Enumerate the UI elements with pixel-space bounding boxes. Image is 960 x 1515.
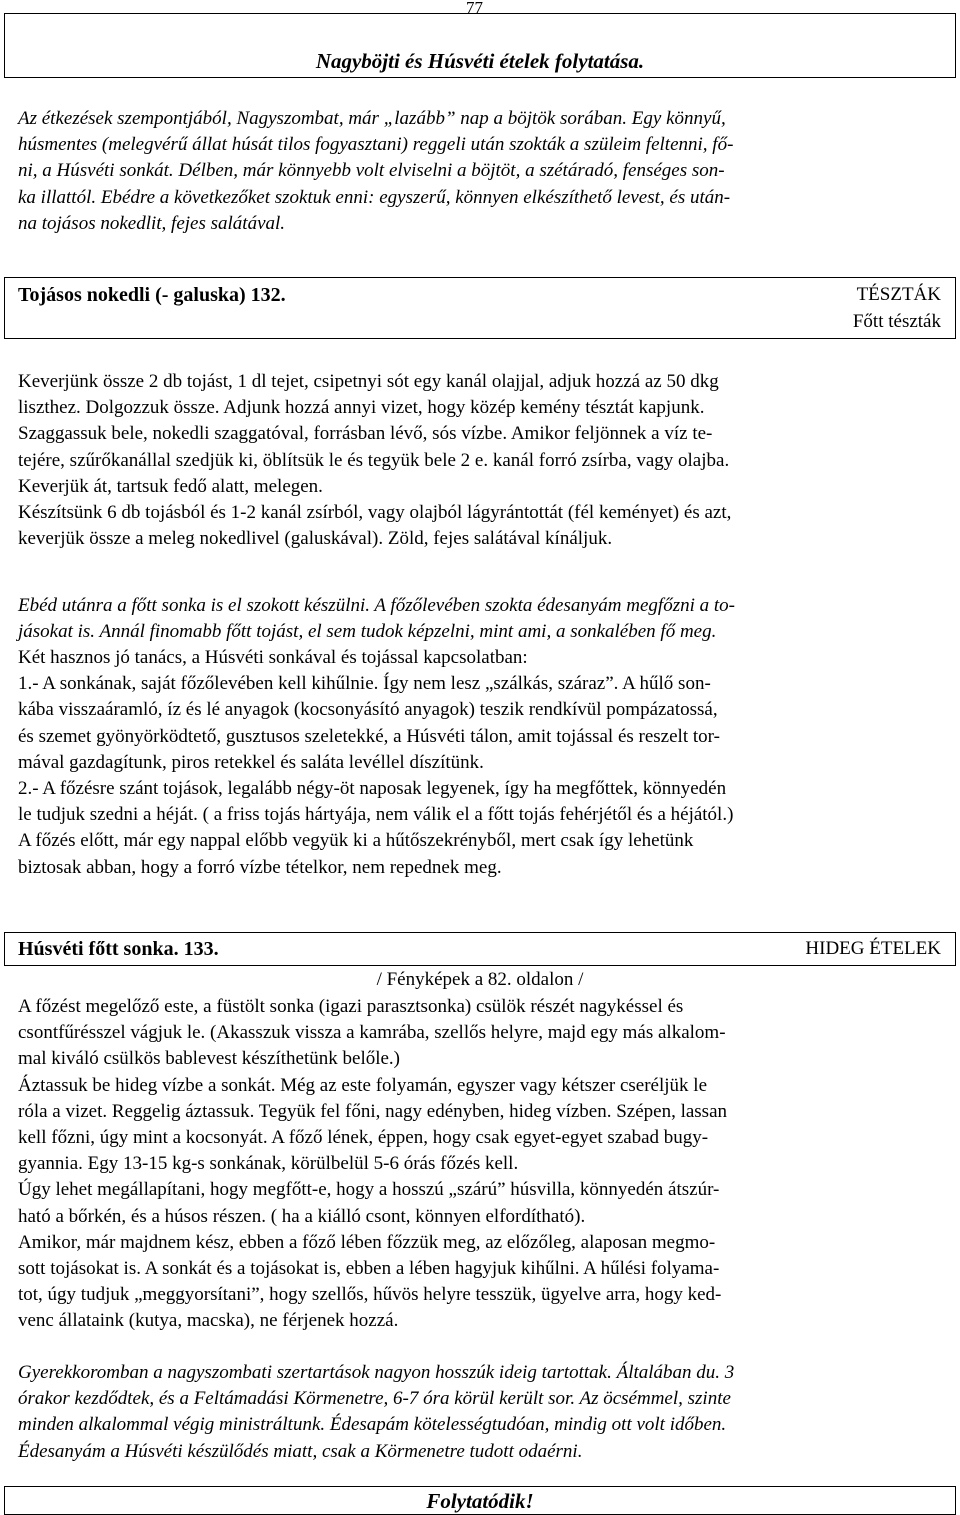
chapter-title-box xyxy=(4,13,956,78)
photo-reference: / Fényképek a 82. oldalon / xyxy=(376,969,584,990)
continuation-text: Folytatódik! xyxy=(426,1489,534,1513)
recipe-header-box xyxy=(4,932,956,966)
recipe-header-box xyxy=(4,277,956,339)
recipe-title: Húsvéti főtt sonka. 133. xyxy=(18,938,219,960)
recipe-subcategory: Főtt tészták xyxy=(852,311,941,332)
page-number: 77 xyxy=(466,0,483,17)
recipe-title: Tojásos nokedli (- galuska) 132. xyxy=(18,284,286,306)
recipe-category: TÉSZTÁK xyxy=(856,284,941,305)
tips-paragraph: Két hasznos jó tanács, a Húsvéti sonkával és tojással kapcsolatban: 1.- A sonkának, saját főzőlevében kell kihűlnie. Így nem lesz „szálkás, száraz”. A hűlő son- kába visszaáramló, íz és lé anyagok (kocsonyásító anyagok) teszik rendkívül pompázatossá, és szemet gyönyörködtető, gusztusos szeletekké, a Húsvéti tálon, amit tojással és reszelt tor- mával gazdagítunk, piros retekkel és saláta levéllel díszítünk. 2.- A főzésre szánt tojások, legalább négy-öt naposak legyenek, így ha megfőttek, könnyedén le tudjuk szedni a héját. ( a friss tojás hártyája, nem válik el a főtt tojás fehérjétől és a héjától.) A főzés előtt, már egy nappal előbb vegyük ki a hűtőszekrényből, mert csak így lehetünk biztosak abban, hogy a forró vízbe tételkor, nem repednek meg. xyxy=(18,647,734,878)
memory-paragraph: Gyerekkoromban a nagyszombati szertartások nagyon hosszúk ideig tartottak. Általában du. 3 órakor kezdődtek, és a Feltámadási Körmenetre, 6-7 óra körül került sor. Az öcsémmel, szinte minden alkalommal végig ministráltunk. Édesapám kötelességtudóan, mindig ott volt időben. Édesanyám a Húsvéti készülődés miatt, csak a Körmenetre tudott odaérni. xyxy=(18,1362,735,1462)
recipe-category: HIDEG ÉTELEK xyxy=(805,938,941,959)
recipe-body: A főzést megelőző este, a füstölt sonka (igazi parasztsonka) csülök részét nagykéssel és csontfűrésszel vágjuk le. (Akasszuk vissza a kamrába, szellős helyre, majd egy más alkalom- mal kiváló csülkös bablevest készíthetünk belőle.) Áztassuk be hideg vízbe a sonkát. Még az este folyamán, egyszer vagy kétszer cseréljük le róla a vizet. Reggelig áztassuk. Tegyük fel főni, nagy edényben, hideg vízben. Szépen, lassan kell főzni, úgy mint a kocsonyát. A főző lének, éppen, hogy csak egyet-egyet szabad bugy- gyannia. Egy 13-15 kg-s sonkának, körülbelül 5-6 órás főzés kell. Úgy lehet megállapítani, hogy megfőtt-e, hogy a hosszú „szárú” húsvilla, könnyedén átszúr- ható a bőrkén, és a húsos részen. ( ha a kiálló csont, könnyen elfordítható). Amikor, már majdnem kész, ebben a főző lében főzzük meg, az előzőleg, alaposan megmo- sott tojásokat is. A sonkát és a tojásokat is, ebben a lében hagyjuk kihűlni. A hűlési folyama- tot, úgy tudjuk „meggyorsítani”, hogy szellős, hűvös helyre tesszük, ügyelve arra, hogy ked- venc állataink (kutya, macska), ne férjenek hozzá. xyxy=(18,996,728,1332)
intro-paragraph: Az étkezések szempontjából, Nagyszombat, már „lazább” nap a böjtök sorában. Egy könnyű, húsmentes (melegvérű állat húsát tilos fogyasztani) reggeli után szokták a szüleim feltenni, fő- ni, a Húsvéti sonkát. Délben, már könnyebb volt elviselni a böjtöt, a szétáradó, fenséges son- ka illattól. Ebédre a következőket szoktuk enni: egyszerű, könnyen elkészíthető levest, és után- na tojásos nokedlit, fejes salátával. xyxy=(18,108,734,234)
chapter-title: Nagyböjti és Húsvéti ételek folytatása. xyxy=(315,49,645,73)
continuation-box xyxy=(4,1486,956,1515)
lunch-note-paragraph: Ebéd utánra a főtt sonka is el szokott készülni. A főzőlevében szokta édesanyám megfőzni a to- jásokat is. Annál finomabb főtt tojást, el sem tudok képzelni, mint ami, a sonkalében fő meg. xyxy=(18,595,735,643)
recipe-body: Keverjünk össze 2 db tojást, 1 dl tejet, csipetnyi sót egy kanál olajjal, adjuk hozzá az 50 dkg liszthez. Dolgozzuk össze. Adjunk hozzá annyi vizet, hogy közép kemény tésztát kapjunk. Szaggassuk bele, nokedli szaggatóval, forrásban lévő, sós vízbe. Amikor feljönnek a víz te- tejére, szűrőkanállal szedjük ki, öblítsük le és tegyük bele 2 e. kanál forró zsírba, vagy olajba. Keverjük át, tartsuk fedő alatt, melegen. Készítsünk 6 db tojásból és 1-2 kanál zsírból, vagy olajból lágyrántottát (fél keményet) és azt, keverjük össze a meleg nokedlivel (galuskával). Zöld, fejes salátával kínáljuk. xyxy=(18,371,732,550)
